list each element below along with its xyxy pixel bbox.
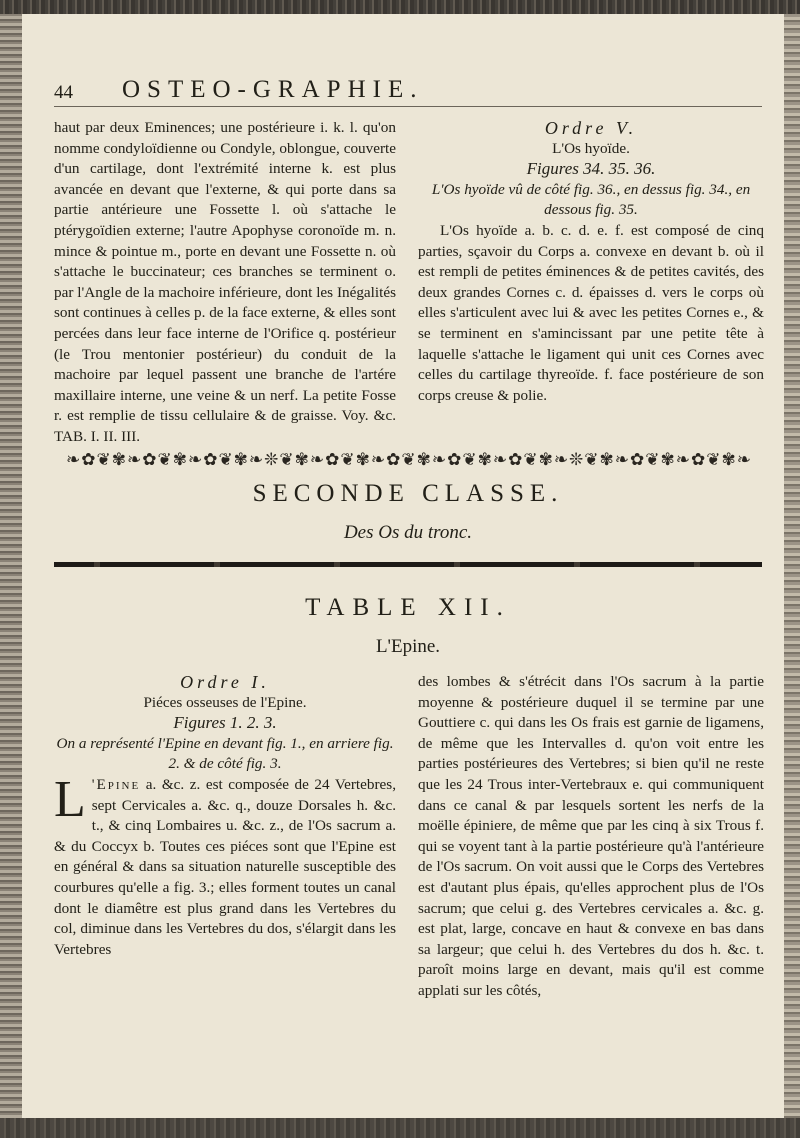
hyoid-figure-note: L'Os hyoïde vû de côté fig. 36., en dessus fig. 34., en dessous fig. 35.	[431, 180, 751, 219]
book-page	[22, 14, 784, 1118]
book-binding-left	[0, 14, 22, 1118]
right-column-top	[418, 118, 764, 406]
hyoid-figures: Figures 34. 35. 36.	[526, 159, 656, 179]
ordre-i-heading: Ordre I.	[180, 672, 270, 692]
spine-lead-word: 'Epine	[91, 775, 141, 793]
spine-paragraph-continued: des lombes & s'étrécit dans l'Os sacrum à la partie moyenne & postérieure duquel il se termine par une Gouttiere c. qui dans les Os frais est garnie de ligamens, de même que les Intervalles d. qu'on voit entre les parties postérieures des Vertebres; si bien qu'il ne reste que les 24 Trous inter-Vertebraux e. qui communiquent dans ce canal & par lesquels sortent les nerfs de la moëlle épiniere, de même que par les cinq à six Trous f. qui se voyent tant à la partie postérieure qu'à l'antérieure de l'Os sacrum. On voit aussi que le Corps des Vertebres est d'autant plus épais, qu'elles approchent plus de l'Os sacrum; que celui g. des Vertebres cervicales a. &c. g. est plat, large, concave en haut & convexe en bas dans sa largeur; que celui h. des Vertebres du dos h. &c. t. paroît moins large en devant, mais qu'il est comme applati sur les côtés,	[418, 673, 764, 999]
ornament-band: ❧✿❦✾❧✿❦✾❧✿❦✾❧❊❦✾❧✿❦✾❧✿❦✾❧✿❦✾❧✿❦✾❧❊❦✾❧✿❦✾❧✿❦✾❧	[66, 450, 752, 468]
running-head	[54, 76, 762, 107]
spine-figure-note: On a représenté l'Epine en devant fig. 1., en arriere fig. 2. & de côté fig. 3.	[56, 734, 394, 773]
left-column-top	[54, 118, 396, 448]
classe-title: SECONDE CLASSE.	[252, 480, 564, 507]
hyoid-subject: L'Os hyoïde.	[552, 139, 630, 157]
hyoid-paragraph: L'Os hyoïde a. b. c. d. e. f. est composé de cinq parties, sçavoir du Corps a. convexe en devant b. où il est rempli de petites éminences & de petites cavités, des deux grandes Cornes c. d. épaisses d. vers le corps où elles s'articulent avec lui & avec les petites Cornes e., & se terminent en s'amincissant par une petite tête à laquelle s'attache le ligament qui unit ces Cornes avec celles du cartilage thyreoïde. f. face postérieure de son corps creuse & polie.	[418, 221, 764, 404]
spine-paragraph	[54, 770, 396, 960]
page-number: 44	[54, 82, 73, 103]
spine-figures: Figures 1. 2. 3.	[173, 713, 277, 733]
left-column-bottom	[54, 672, 396, 960]
drop-cap: L	[54, 770, 86, 828]
running-title: OSTEO-GRAPHIE.	[122, 76, 424, 103]
right-column-bottom	[418, 672, 764, 1002]
mandible-paragraph: haut par deux Eminences; une postérieure i. k. l. qu'on nomme condyloïdienne ou Condyle, oblongue, couverte d'un cartilage, dont l'extrémité interne k. est plus avancée en devant que l'externe, & qui porte dans sa partie antérieure une Fossette l. où s'attache le ptérygoïdien externe; l'autre Apophyse coronoïde m. n. mince & pointue m., porte en devant une Fossette n. où s'attache le buccinateur; ces branches se terminent o. par l'Angle de la machoire inférieure, dont les Inégalités sont continues à celles p. de la face externe, & elles sont percées dans leur face interne de l'Orifice q. postérieur (le Trou mentonier postérieur) du conduit de la machoire par lequel passent une branche de l'artére maxillaire interne, une veine & un nerf. La petite Fosse r. est remplie de tissu cellulaire & de graisse. Voy. &c. TAB. I. II. III.	[54, 119, 397, 445]
section-divider-rule	[54, 562, 762, 567]
scan-edge-bottom	[0, 1118, 800, 1138]
scan-edge-top	[0, 0, 800, 14]
spine-subject: Piéces osseuses de l'Epine.	[143, 693, 307, 711]
spine-paragraph-text: a. &c. z. est composée de 24 Vertebres, sept Cervicales a. &c. q., douze Dorsales h. &c. t., & cinq Lombaires u. &c. z., de l'Os sacrum a. & du Coccyx b. Toutes ces piéces sont que l'Epine est en général & dans sa situation naturelle susceptible des courbures qu'elle a fig. 3.; elles forment toutes un canal dont le diamêtre est plus grand dans les Vertebres du col, diminue dans les Vertebres du dos, s'élargit dans les Vertebres	[54, 775, 396, 958]
book-binding-right	[784, 14, 800, 1118]
classe-subtitle: Des Os du tronc.	[343, 522, 473, 543]
table-title: TABLE XII.	[305, 594, 511, 621]
table-subtitle: L'Epine.	[375, 636, 441, 657]
ordre-v-heading: Ordre V.	[544, 118, 638, 138]
